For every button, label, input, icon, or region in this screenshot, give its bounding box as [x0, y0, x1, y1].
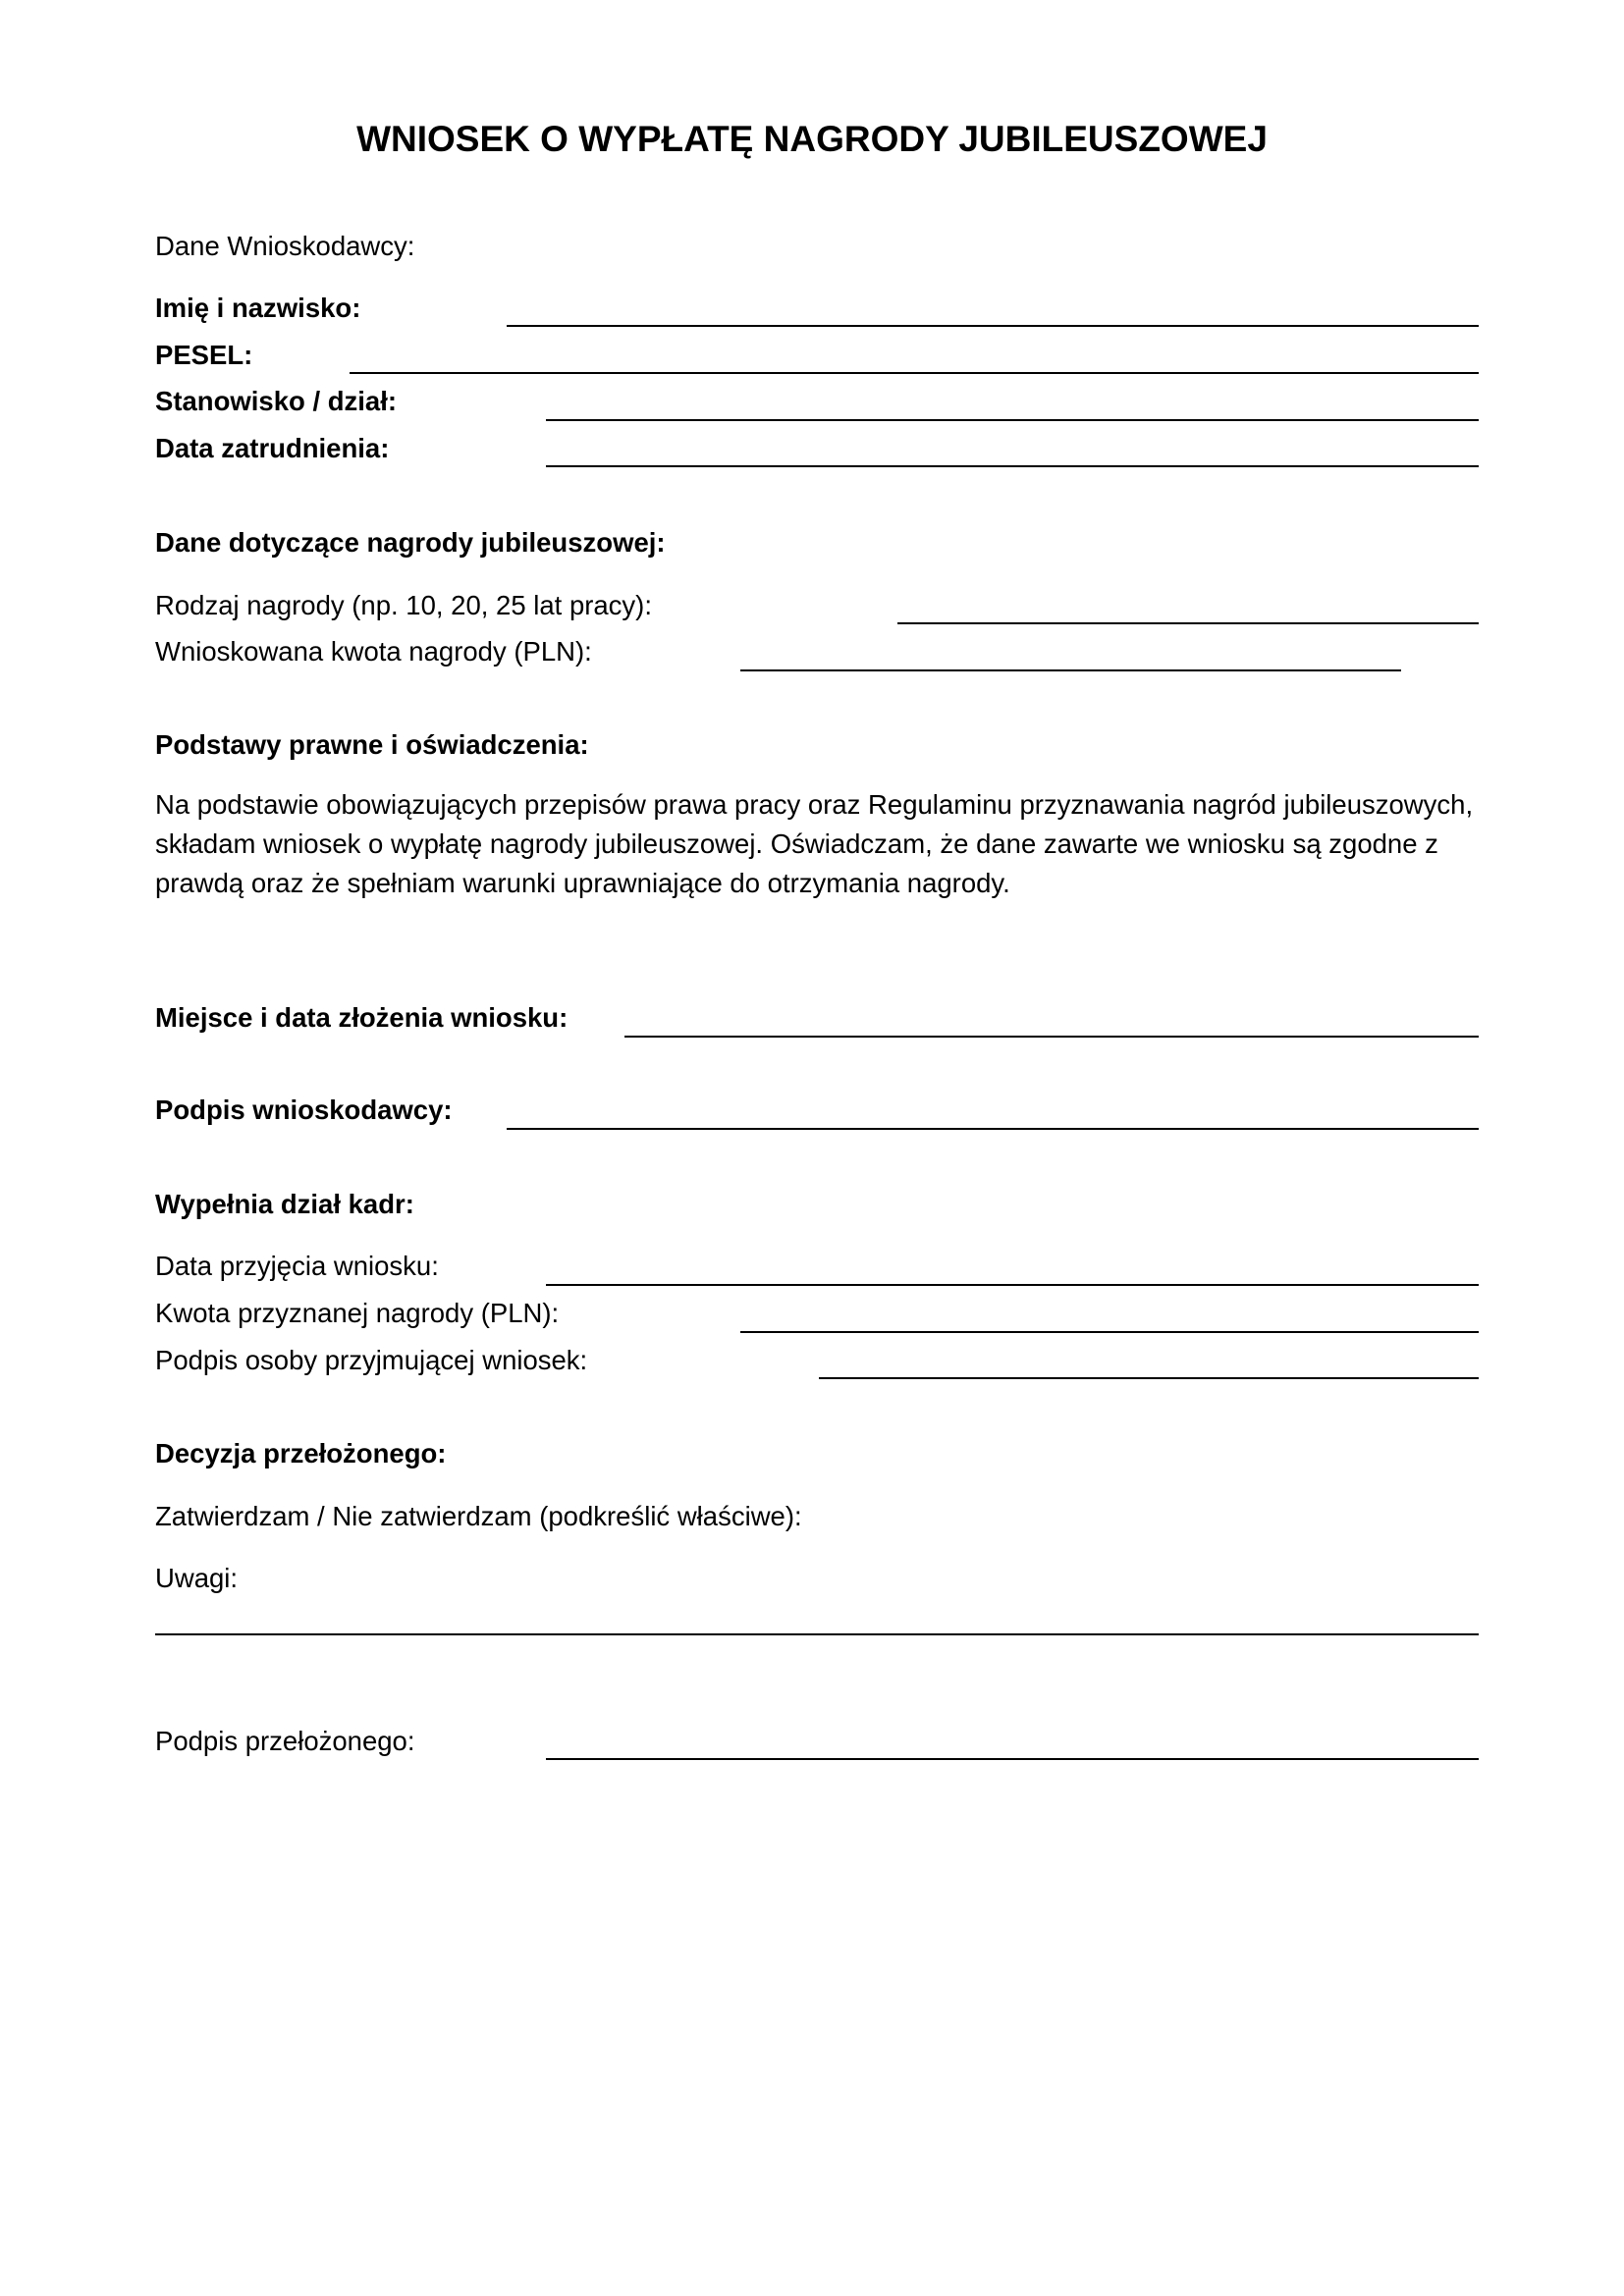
- supervisor-signature-label: Podpis przełożonego:: [155, 1726, 415, 1756]
- pesel-field[interactable]: [350, 372, 1479, 374]
- granted-amount-field[interactable]: [740, 1331, 1479, 1333]
- applicant-signature-label: Podpis wnioskodawcy:: [155, 1095, 453, 1125]
- hr-heading: Wypełnia dział kadr:: [155, 1189, 414, 1219]
- approve-text: Zatwierdzam / Nie zatwierdzam (podkreślić właściwe):: [155, 1501, 802, 1531]
- name-label: Imię i nazwisko:: [155, 293, 361, 323]
- award-type-field[interactable]: [897, 622, 1479, 624]
- place-date-label: Miejsce i data złożenia wniosku:: [155, 1002, 568, 1033]
- received-date-label: Data przyjęcia wniosku:: [155, 1251, 439, 1281]
- position-field[interactable]: [546, 419, 1479, 421]
- award-amount-field[interactable]: [740, 669, 1401, 671]
- employment-date-label: Data zatrudnienia:: [155, 433, 390, 463]
- supervisor-signature-field[interactable]: [546, 1758, 1479, 1760]
- remarks-label: Uwagi:: [155, 1563, 239, 1593]
- legal-heading: Podstawy prawne i oświadczenia:: [155, 729, 589, 760]
- received-date-field[interactable]: [546, 1284, 1479, 1286]
- award-heading: Dane dotyczące nagrody jubileuszowej:: [155, 527, 666, 558]
- award-type-label: Rodzaj nagrody (np. 10, 20, 25 lat pracy):: [155, 590, 652, 620]
- granted-amount-label: Kwota przyznanej nagrody (PLN):: [155, 1298, 560, 1328]
- award-amount-label: Wnioskowana kwota nagrody (PLN):: [155, 636, 592, 667]
- applicant-signature-field[interactable]: [507, 1128, 1479, 1130]
- receiver-signature-field[interactable]: [819, 1377, 1479, 1379]
- document-title: WNIOSEK O WYPŁATĘ NAGRODY JUBILEUSZOWEJ: [356, 119, 1268, 159]
- decision-heading: Decyzja przełożonego:: [155, 1438, 447, 1468]
- name-field[interactable]: [507, 325, 1479, 327]
- legal-statement: Na podstawie obowiązujących przepisów prawa pracy oraz Regulaminu przyznawania nagród jubileuszowych, składam wniosek o wypłatę nagrody jubileuszowej. Oświadczam, że dane zawarte we wniosku są zgodne z prawdą oraz że spełniam warunki uprawniające do otrzymania nagrody.: [155, 789, 1474, 898]
- employment-date-field[interactable]: [546, 465, 1479, 467]
- pesel-label: PESEL:: [155, 340, 253, 370]
- applicant-heading: Dane Wnioskodawcy:: [155, 231, 415, 261]
- receiver-signature-label: Podpis osoby przyjmującej wniosek:: [155, 1345, 588, 1375]
- remarks-field[interactable]: [155, 1633, 1479, 1635]
- position-label: Stanowisko / dział:: [155, 386, 398, 416]
- place-date-field[interactable]: [624, 1036, 1479, 1038]
